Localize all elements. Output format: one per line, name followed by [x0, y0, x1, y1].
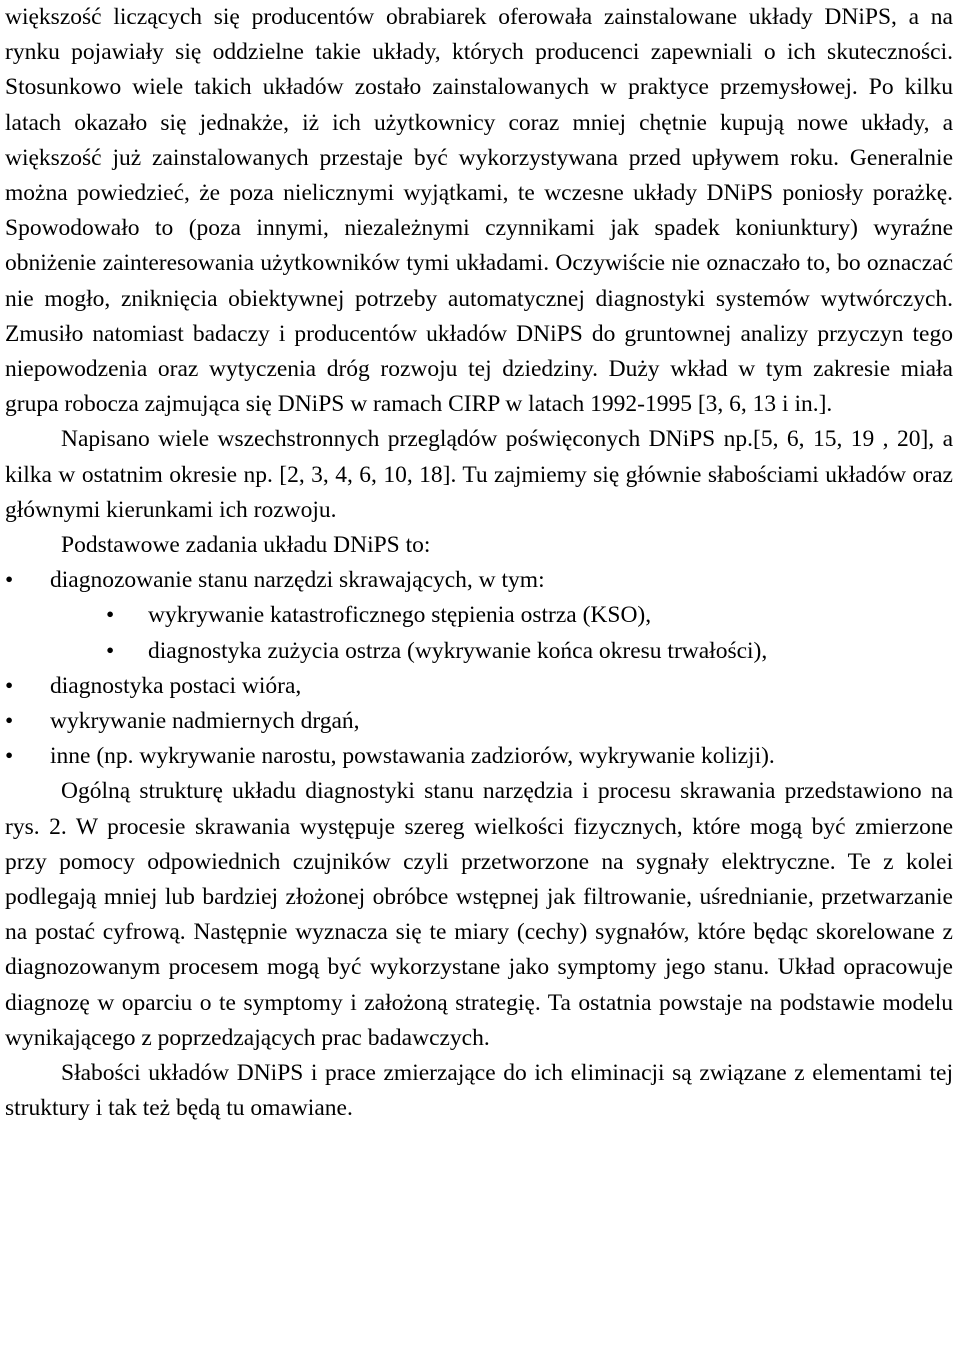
paragraph-structure: Ogólną strukturę układu diagnostyki stanu narzędzia i procesu skrawania przedstawiono na rys. 2. W procesie skrawania występuje szereg wielkości fizycznych, które mogą być zmierzone przy pomocy odpowiednich czujników czyli przetworzone na sygnały elektryczne. Te z kolei podlegają mniej lub bardziej złożonej obróbce wstępnej jak filtrowanie, uśrednianie, przetwarzanie na postać cyfrową. Następnie wyznacza się te miary (cechy) sygnałów, które będąc skorelowane z diagnozowanym procesem mogą być wykorzystane jako symptomy jego stanu. Układ opracowuje diagnozę w oparciu o te symptomy i założoną strategię. Ta ostatnia powstaje na podstawie modelu wynikającego z poprzedzających prac badawczych. — [5, 778, 953, 1051]
paragraph-continuation: większość liczących się producentów obrabiarek oferowała zainstalowane układy DNiPS, a na rynku pojawiały się oddzielne takie układy, których producenci zapewniali o ich skuteczności. Stosunkowo wiele takich układów zostało zainstalowanych w praktyce przemysłowej. Po kilku latach okazało się jednakże, iż ich użytkownicy coraz mniej chętnie kupują nowe układy, a większość już zainstalowanych przestaje być wykorzystywana przed upływem roku. Generalnie można powiedzieć, że poza nielicznymi wyjątkami, te wczesne układy DNiPS poniosły porażkę. Spowodowało to (poza innymi, niezależnymi czynnikami jak spadek koniunktury) wyraźne obniżenie zainteresowania użytkowników tymi układami. Oczywiście nie oznaczało to, bo oznaczać nie mogło, zniknięcia obiektywnej potrzeby automatycznej diagnostyki systemów wytwórczych. Zmusiło natomiast badaczy i producentów układów DNiPS do gruntownej analizy przyczyn tego niepowodzenia oraz wytyczenia dróg rozwoju tej dziedziny. Duży wkład w tym zakresie miała grupa robocza zajmująca się DNiPS w ramach CIRP w latach 1992-1995 [3, 6, 13 i in.]. — [5, 4, 953, 418]
sub-list-item: • wykrywanie katastroficznego stępienia ostrza (KSO), — [5, 598, 953, 633]
subtask-list — [5, 598, 953, 668]
task-list — [5, 563, 953, 774]
list-item — [5, 563, 953, 669]
sub-list-item: • diagnostyka zużycia ostrza (wykrywanie końca okresu trwałości), — [5, 634, 953, 669]
paragraph-reviews: Napisano wiele wszechstronnych przeglądów poświęconych DNiPS np.[5, 6, 15, 19 , 20], a kilka w ostatnim okresie np. [2, 3, 4, 6, 10, 18]. Tu zajmiemy się głównie słabościami układów oraz głównymi kierunkami ich rozwoju. — [5, 426, 953, 523]
list-item: • inne (np. wykrywanie narostu, powstawania zadziorów, wykrywanie kolizji). — [5, 739, 953, 774]
list-item-text: • diagnozowanie stanu narzędzi skrawających, w tym: — [5, 563, 953, 598]
list-item: • wykrywanie nadmiernych drgań, — [5, 704, 953, 739]
paragraph-weaknesses: Słabości układów DNiPS i prace zmierzające do ich eliminacji są związane z elementami tej struktury i tak też będą tu omawiane. — [5, 1060, 953, 1122]
task-list-intro: Podstawowe zadania układu DNiPS to: — [61, 532, 431, 559]
list-item: • diagnostyka postaci wióra, — [5, 669, 953, 704]
